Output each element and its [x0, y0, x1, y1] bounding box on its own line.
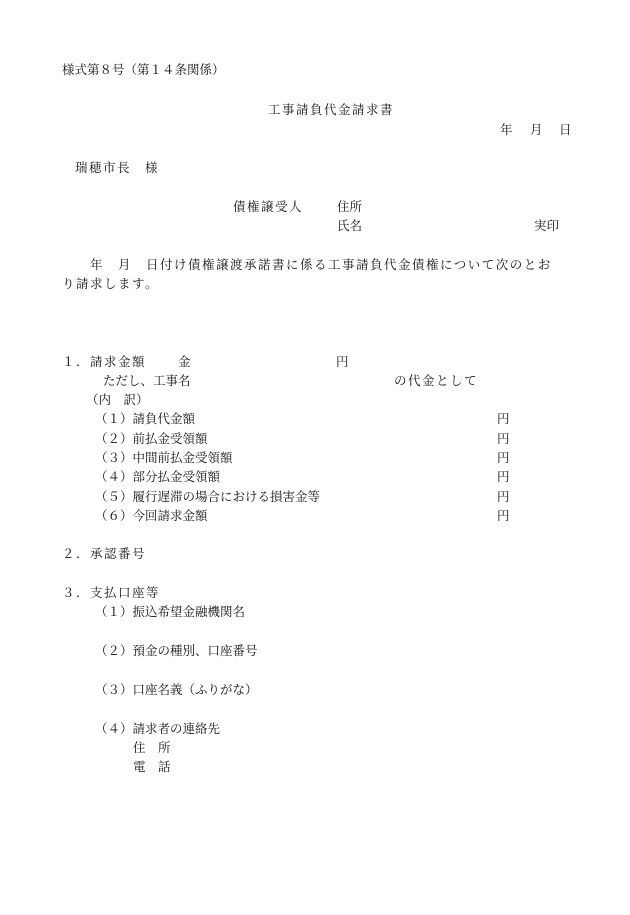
breakdown-label-4: （４）部分払金受領額 — [95, 469, 221, 484]
proviso-prefix: ただし、工事名 — [103, 373, 191, 388]
date-year: 年 — [500, 122, 513, 137]
item3-heading: ３．支払口座等 — [62, 585, 161, 600]
breakdown-unit-1: 円 — [497, 411, 510, 426]
assignee-address-label: 住所 — [337, 199, 363, 214]
breakdown-label: （内 訳） — [86, 392, 149, 407]
document-title: 工事請負代金請求書 — [268, 102, 395, 117]
assignee-name-label: 氏名 — [337, 218, 363, 233]
breakdown-label-3: （３）中間前払金受領額 — [95, 450, 233, 465]
item1-kin: 金 — [178, 354, 191, 369]
breakdown-label-5: （５）履行遅滞の場合における損害金等 — [95, 489, 321, 504]
assignee-label: 債権譲受人 — [233, 199, 304, 214]
body-line-1: 年 月 日付け債権譲渡承諾書に係る工事請負代金債権について次のとお — [90, 257, 552, 272]
proviso-suffix: の代金として — [394, 373, 479, 388]
breakdown-label-1: （１）請負代金額 — [95, 411, 196, 426]
date-month: 月 — [530, 122, 543, 137]
item1-heading: １．請求金額 — [62, 354, 147, 369]
breakdown-unit-4: 円 — [497, 469, 510, 484]
breakdown-unit-3: 円 — [497, 450, 510, 465]
breakdown-label-6: （６）今回請求金額 — [95, 508, 208, 523]
account-label: （２）預金の種別、口座番号 — [95, 643, 258, 658]
addressee: 瑞穂市長 様 — [75, 160, 160, 175]
bank-name-label: （１）振込希望金融機関名 — [95, 604, 246, 619]
body-line-2: り請求します。 — [62, 276, 160, 291]
item2-heading: ２．承認番号 — [62, 546, 147, 561]
date-day: 日 — [559, 122, 572, 137]
breakdown-unit-6: 円 — [497, 508, 510, 523]
seal-label: 実印 — [534, 218, 560, 233]
breakdown-label-2: （２）前払金受領額 — [95, 431, 208, 446]
breakdown-unit-2: 円 — [497, 431, 510, 446]
contact-phone-label: 電 話 — [133, 759, 171, 774]
account-holder-label: （３）口座名義（ふりがな） — [95, 682, 258, 697]
contact-label: （４）請求者の連絡先 — [95, 721, 221, 736]
item1-yen: 円 — [336, 354, 349, 369]
breakdown-unit-5: 円 — [497, 489, 510, 504]
form-number: 様式第８号（第１４条関係） — [62, 62, 225, 77]
contact-address-label: 住 所 — [133, 740, 171, 755]
